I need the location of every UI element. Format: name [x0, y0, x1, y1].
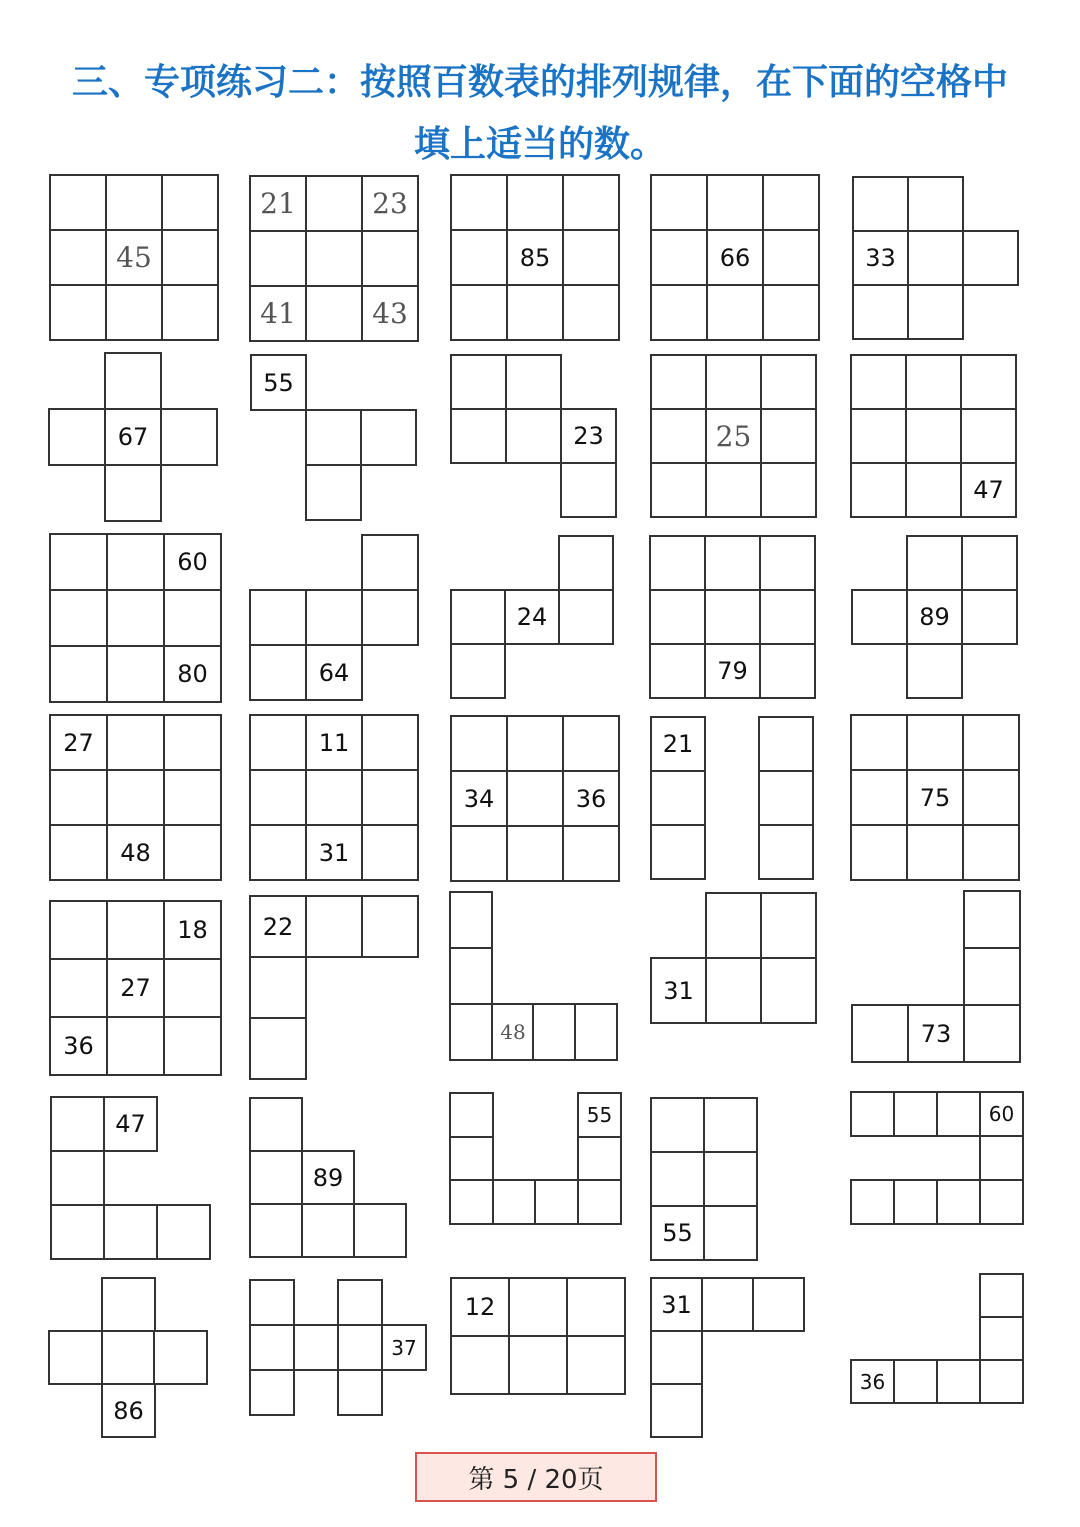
blank-answer-cell[interactable]	[305, 409, 362, 466]
blank-answer-cell[interactable]	[450, 589, 506, 645]
blank-answer-cell[interactable]	[163, 769, 222, 826]
blank-answer-cell[interactable]	[249, 1324, 295, 1371]
blank-answer-cell[interactable]	[49, 645, 108, 703]
given-number-cell: 55	[577, 1092, 622, 1138]
blank-answer-cell[interactable]	[49, 769, 108, 826]
blank-answer-cell[interactable]	[962, 824, 1020, 881]
blank-answer-cell[interactable]	[705, 462, 762, 518]
blank-answer-cell[interactable]	[760, 408, 817, 464]
blank-answer-cell[interactable]	[450, 354, 507, 410]
blank-answer-cell[interactable]	[760, 892, 817, 959]
blank-answer-cell[interactable]	[101, 1330, 156, 1385]
blank-answer-cell[interactable]	[48, 408, 106, 466]
blank-answer-cell[interactable]	[249, 1369, 295, 1416]
blank-answer-cell[interactable]	[577, 1179, 622, 1225]
blank-answer-cell[interactable]	[161, 229, 219, 286]
blank-answer-cell[interactable]	[104, 464, 162, 522]
given-number-cell: 34	[450, 770, 508, 827]
blank-answer-cell[interactable]	[649, 535, 706, 591]
blank-answer-cell[interactable]	[361, 824, 419, 881]
given-number-cell: 21	[650, 716, 706, 772]
blank-answer-cell[interactable]	[762, 174, 820, 231]
blank-answer-cell[interactable]	[105, 174, 163, 231]
given-number-cell: 22	[249, 895, 307, 958]
given-number-cell: 85	[506, 229, 564, 286]
blank-answer-cell[interactable]	[50, 1150, 105, 1206]
blank-answer-cell[interactable]	[760, 957, 817, 1024]
blank-answer-cell[interactable]	[249, 1017, 307, 1080]
given-number-cell: 47	[960, 462, 1017, 518]
blank-answer-cell[interactable]	[450, 643, 506, 699]
blank-answer-cell[interactable]	[361, 714, 419, 771]
blank-answer-cell[interactable]	[760, 462, 817, 518]
blank-answer-cell[interactable]	[249, 1279, 295, 1326]
blank-answer-cell[interactable]	[650, 824, 706, 880]
blank-answer-cell[interactable]	[962, 769, 1020, 826]
page-indicator: 第 5 / 20页	[415, 1452, 657, 1502]
blank-answer-cell[interactable]	[532, 1003, 576, 1061]
blank-answer-cell[interactable]	[249, 824, 307, 881]
blank-answer-cell[interactable]	[305, 769, 363, 826]
blank-answer-cell[interactable]	[936, 1091, 981, 1137]
blank-answer-cell[interactable]	[962, 714, 1020, 771]
blank-answer-cell[interactable]	[905, 354, 962, 410]
blank-answer-cell[interactable]	[704, 535, 761, 591]
blank-answer-cell[interactable]	[852, 176, 909, 232]
blank-answer-cell[interactable]	[560, 462, 617, 518]
blank-answer-cell[interactable]	[893, 1359, 938, 1404]
blank-answer-cell[interactable]	[936, 1359, 981, 1404]
blank-answer-cell[interactable]	[161, 284, 219, 341]
blank-answer-cell[interactable]	[301, 1203, 355, 1258]
blank-answer-cell[interactable]	[337, 1279, 383, 1326]
blank-answer-cell[interactable]	[701, 1277, 754, 1332]
blank-answer-cell[interactable]	[705, 892, 762, 959]
blank-answer-cell[interactable]	[562, 284, 620, 341]
blank-answer-cell[interactable]	[449, 1003, 493, 1061]
given-number-cell: 64	[305, 644, 363, 701]
blank-answer-cell[interactable]	[106, 1016, 165, 1076]
given-number-cell: 55	[650, 1205, 705, 1261]
blank-answer-cell[interactable]	[562, 229, 620, 286]
given-number-cell: 89	[906, 589, 963, 645]
blank-answer-cell[interactable]	[305, 285, 363, 342]
blank-answer-cell[interactable]	[361, 769, 419, 826]
blank-answer-cell[interactable]	[906, 824, 964, 881]
given-number-cell: 31	[305, 824, 363, 881]
blank-answer-cell[interactable]	[562, 715, 620, 772]
given-number-cell: 55	[250, 354, 307, 411]
blank-answer-cell[interactable]	[160, 408, 218, 466]
blank-answer-cell[interactable]	[48, 1330, 103, 1385]
blank-answer-cell[interactable]	[759, 535, 816, 591]
blank-answer-cell[interactable]	[305, 175, 363, 232]
blank-answer-cell[interactable]	[963, 947, 1021, 1006]
blank-answer-cell[interactable]	[850, 714, 908, 771]
blank-answer-cell[interactable]	[449, 1179, 494, 1225]
blank-answer-cell[interactable]	[893, 1179, 938, 1225]
blank-answer-cell[interactable]	[577, 1136, 622, 1182]
blank-answer-cell[interactable]	[450, 229, 508, 286]
blank-answer-cell[interactable]	[249, 644, 307, 701]
blank-answer-cell[interactable]	[293, 1324, 339, 1371]
blank-answer-cell[interactable]	[104, 352, 162, 410]
given-number-cell: 37	[381, 1324, 427, 1371]
blank-answer-cell[interactable]	[574, 1003, 618, 1061]
blank-answer-cell[interactable]	[566, 1277, 626, 1337]
blank-answer-cell[interactable]	[450, 1335, 510, 1395]
instruction-title-line2: 填上适当的数。	[413, 124, 666, 165]
blank-answer-cell[interactable]	[249, 1097, 303, 1152]
blank-answer-cell[interactable]	[449, 891, 493, 949]
blank-answer-cell[interactable]	[851, 589, 908, 645]
given-number-cell: 36	[850, 1359, 895, 1404]
given-number-cell: 60	[979, 1091, 1024, 1137]
blank-answer-cell[interactable]	[566, 1335, 626, 1395]
given-number-cell: 27	[106, 958, 165, 1018]
blank-answer-cell[interactable]	[850, 354, 907, 410]
given-number-cell: 47	[103, 1096, 158, 1152]
given-number-cell: 73	[907, 1004, 965, 1063]
blank-answer-cell[interactable]	[508, 1335, 568, 1395]
blank-answer-cell[interactable]	[450, 825, 508, 882]
blank-answer-cell[interactable]	[450, 284, 508, 341]
blank-answer-cell[interactable]	[249, 230, 307, 287]
given-number-cell: 89	[301, 1150, 355, 1205]
blank-answer-cell[interactable]	[703, 1097, 758, 1153]
blank-answer-cell[interactable]	[906, 643, 963, 699]
blank-answer-cell[interactable]	[758, 770, 814, 826]
blank-answer-cell[interactable]	[562, 825, 620, 882]
blank-answer-cell[interactable]	[650, 1097, 705, 1153]
blank-answer-cell[interactable]	[49, 284, 107, 341]
blank-answer-cell[interactable]	[850, 824, 908, 881]
blank-answer-cell[interactable]	[706, 174, 764, 231]
blank-answer-cell[interactable]	[449, 1136, 494, 1182]
blank-answer-cell[interactable]	[558, 589, 614, 645]
blank-answer-cell[interactable]	[979, 1316, 1024, 1361]
given-number-cell: 36	[562, 770, 620, 827]
blank-answer-cell[interactable]	[979, 1359, 1024, 1404]
blank-answer-cell[interactable]	[506, 825, 564, 882]
blank-answer-cell[interactable]	[101, 1277, 156, 1332]
given-number-cell: 60	[163, 533, 222, 591]
blank-answer-cell[interactable]	[506, 174, 564, 231]
blank-answer-cell[interactable]	[163, 1016, 222, 1076]
blank-answer-cell[interactable]	[505, 408, 562, 464]
given-number-cell: 48	[106, 824, 165, 881]
blank-answer-cell[interactable]	[650, 770, 706, 826]
blank-answer-cell[interactable]	[649, 643, 706, 699]
blank-answer-cell[interactable]	[106, 769, 165, 826]
blank-answer-cell[interactable]	[163, 958, 222, 1018]
blank-answer-cell[interactable]	[906, 535, 963, 591]
given-number-cell: 24	[504, 589, 560, 645]
blank-answer-cell[interactable]	[163, 714, 222, 771]
blank-answer-cell[interactable]	[703, 1205, 758, 1261]
blank-answer-cell[interactable]	[758, 824, 814, 880]
given-number-cell: 75	[906, 769, 964, 826]
blank-answer-cell[interactable]	[963, 1004, 1021, 1063]
blank-answer-cell[interactable]	[337, 1324, 383, 1371]
given-number-cell: 11	[305, 714, 363, 771]
blank-answer-cell[interactable]	[650, 354, 707, 410]
blank-answer-cell[interactable]	[506, 284, 564, 341]
blank-answer-cell[interactable]	[960, 408, 1017, 464]
blank-answer-cell[interactable]	[49, 824, 108, 881]
given-number-cell: 31	[650, 957, 707, 1024]
blank-answer-cell[interactable]	[153, 1330, 208, 1385]
blank-answer-cell[interactable]	[850, 769, 908, 826]
blank-answer-cell[interactable]	[505, 354, 562, 410]
blank-answer-cell[interactable]	[106, 714, 165, 771]
instruction-title-line1: 三、专项练习二：按照百数表的排列规律，在下面的空格中	[71, 62, 1008, 103]
blank-answer-cell[interactable]	[558, 535, 614, 591]
blank-answer-cell[interactable]	[649, 589, 706, 645]
blank-answer-cell[interactable]	[907, 176, 964, 232]
blank-answer-cell[interactable]	[450, 408, 507, 464]
blank-answer-cell[interactable]	[450, 174, 508, 231]
blank-answer-cell[interactable]	[106, 589, 165, 647]
blank-answer-cell[interactable]	[760, 354, 817, 410]
blank-answer-cell[interactable]	[449, 1092, 494, 1138]
blank-answer-cell[interactable]	[506, 770, 564, 827]
blank-answer-cell[interactable]	[249, 769, 307, 826]
blank-answer-cell[interactable]	[249, 1150, 303, 1205]
given-number-cell: 12	[450, 1277, 510, 1337]
given-number-cell: 41	[249, 285, 307, 342]
blank-answer-cell[interactable]	[706, 284, 764, 341]
blank-answer-cell[interactable]	[759, 643, 816, 699]
given-number-cell: 31	[650, 1277, 703, 1332]
blank-answer-cell[interactable]	[979, 1179, 1024, 1225]
blank-answer-cell[interactable]	[963, 890, 1021, 949]
blank-answer-cell[interactable]	[361, 534, 419, 591]
blank-answer-cell[interactable]	[961, 589, 1018, 645]
blank-answer-cell[interactable]	[979, 1135, 1024, 1181]
blank-answer-cell[interactable]	[361, 589, 419, 646]
given-number-cell: 86	[101, 1383, 156, 1438]
blank-answer-cell[interactable]	[850, 1091, 895, 1137]
given-number-cell: 45	[105, 229, 163, 286]
blank-answer-cell[interactable]	[962, 230, 1019, 286]
blank-answer-cell[interactable]	[650, 284, 708, 341]
blank-answer-cell[interactable]	[979, 1273, 1024, 1318]
given-number-cell: 27	[49, 714, 108, 771]
blank-answer-cell[interactable]	[703, 1151, 758, 1207]
blank-answer-cell[interactable]	[249, 1203, 303, 1258]
blank-answer-cell[interactable]	[562, 174, 620, 231]
blank-answer-cell[interactable]	[361, 230, 419, 287]
blank-answer-cell[interactable]	[851, 1004, 909, 1063]
blank-answer-cell[interactable]	[936, 1179, 981, 1225]
blank-answer-cell[interactable]	[850, 1179, 895, 1225]
blank-answer-cell[interactable]	[49, 533, 108, 591]
blank-answer-cell[interactable]	[961, 535, 1018, 591]
blank-answer-cell[interactable]	[305, 464, 362, 521]
blank-answer-cell[interactable]	[163, 589, 222, 647]
blank-answer-cell[interactable]	[650, 408, 707, 464]
given-number-cell: 36	[49, 1016, 108, 1076]
blank-answer-cell[interactable]	[705, 354, 762, 410]
blank-answer-cell[interactable]	[506, 715, 564, 772]
blank-answer-cell[interactable]	[508, 1277, 568, 1337]
given-number-cell: 48	[491, 1003, 535, 1061]
blank-answer-cell[interactable]	[305, 895, 363, 958]
blank-answer-cell[interactable]	[106, 533, 165, 591]
blank-answer-cell[interactable]	[305, 589, 363, 646]
blank-answer-cell[interactable]	[49, 958, 108, 1018]
blank-answer-cell[interactable]	[650, 174, 708, 231]
blank-answer-cell[interactable]	[106, 645, 165, 703]
blank-answer-cell[interactable]	[960, 354, 1017, 410]
blank-answer-cell[interactable]	[905, 408, 962, 464]
blank-answer-cell[interactable]	[103, 1204, 158, 1260]
given-number-cell: 67	[104, 408, 162, 466]
blank-answer-cell[interactable]	[353, 1203, 407, 1258]
blank-answer-cell[interactable]	[249, 714, 307, 771]
blank-answer-cell[interactable]	[704, 589, 761, 645]
blank-answer-cell[interactable]	[106, 900, 165, 960]
given-number-cell: 80	[163, 645, 222, 703]
blank-answer-cell[interactable]	[650, 462, 707, 518]
blank-answer-cell[interactable]	[850, 408, 907, 464]
given-number-cell: 43	[361, 285, 419, 342]
blank-answer-cell[interactable]	[49, 174, 107, 231]
blank-answer-cell[interactable]	[759, 589, 816, 645]
blank-answer-cell[interactable]	[758, 716, 814, 772]
blank-answer-cell[interactable]	[161, 174, 219, 231]
blank-answer-cell[interactable]	[650, 229, 708, 286]
blank-answer-cell[interactable]	[49, 900, 108, 960]
given-number-cell: 79	[704, 643, 761, 699]
blank-answer-cell[interactable]	[50, 1096, 105, 1152]
blank-answer-cell[interactable]	[850, 462, 907, 518]
given-number-cell: 18	[163, 900, 222, 960]
given-number-cell: 21	[249, 175, 307, 232]
blank-answer-cell[interactable]	[249, 956, 307, 1019]
blank-answer-cell[interactable]	[650, 1383, 703, 1438]
blank-answer-cell[interactable]	[337, 1369, 383, 1416]
blank-answer-cell[interactable]	[852, 284, 909, 340]
blank-answer-cell[interactable]	[907, 284, 964, 340]
blank-answer-cell[interactable]	[49, 589, 108, 647]
given-number-cell: 66	[706, 229, 764, 286]
blank-answer-cell[interactable]	[705, 957, 762, 1024]
blank-answer-cell[interactable]	[361, 895, 419, 958]
given-number-cell: 23	[361, 175, 419, 232]
blank-answer-cell[interactable]	[163, 824, 222, 881]
blank-answer-cell[interactable]	[105, 284, 163, 341]
blank-answer-cell[interactable]	[650, 1330, 703, 1385]
blank-answer-cell[interactable]	[492, 1179, 537, 1225]
blank-answer-cell[interactable]	[893, 1091, 938, 1137]
blank-answer-cell[interactable]	[534, 1179, 579, 1225]
blank-answer-cell[interactable]	[650, 1151, 705, 1207]
blank-answer-cell[interactable]	[449, 947, 493, 1005]
given-number-cell: 33	[852, 230, 909, 286]
blank-answer-cell[interactable]	[905, 462, 962, 518]
blank-answer-cell[interactable]	[156, 1204, 211, 1260]
blank-answer-cell[interactable]	[450, 715, 508, 772]
given-number-cell: 23	[560, 408, 617, 464]
blank-answer-cell[interactable]	[49, 229, 107, 286]
blank-answer-cell[interactable]	[249, 589, 307, 646]
blank-answer-cell[interactable]	[360, 409, 417, 466]
blank-answer-cell[interactable]	[907, 230, 964, 286]
blank-answer-cell[interactable]	[762, 284, 820, 341]
blank-answer-cell[interactable]	[50, 1204, 105, 1260]
blank-answer-cell[interactable]	[906, 714, 964, 771]
given-number-cell: 25	[705, 408, 762, 464]
blank-answer-cell[interactable]	[752, 1277, 805, 1332]
blank-answer-cell[interactable]	[762, 229, 820, 286]
blank-answer-cell[interactable]	[305, 230, 363, 287]
